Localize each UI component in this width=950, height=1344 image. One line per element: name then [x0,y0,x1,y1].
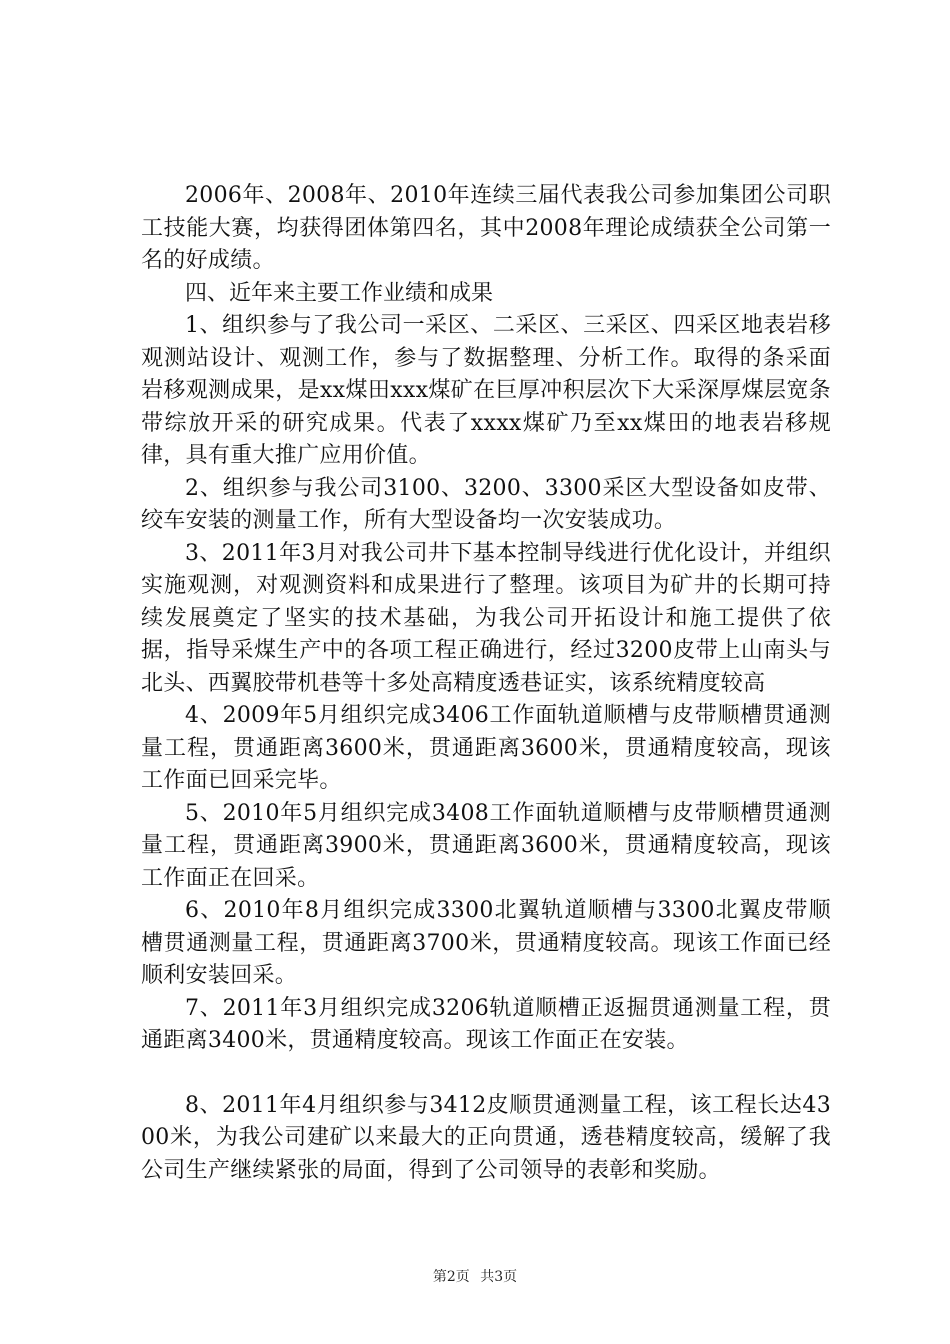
paragraph-item-5: 5、2010年5月组织完成3408工作面轨道顺槽与皮带顺槽贯通测量工程，贯通距离3900米，贯通距离3600米，贯通精度较高，现该工作面正在回采。 [141,800,831,891]
paragraph-item-1: 1、组织参与了我公司一采区、二采区、三采区、四采区地表岩移观测站设计、观测工作，参与了数据整理、分析工作。取得的条采面岩移观测成果，是xx煤田xxx煤矿在巨厚冲积层次下大采深厚煤层宽条带综放开采的研究成果。代表了xxxx煤矿乃至xx煤田的地表岩移规律，具有重大推广应用价值。 [141,313,831,468]
section-heading: 四、近年来主要工作业绩和成果 [185,280,494,306]
paragraph-competition: 2006年、2008年、2010年连续三届代表我公司参加集团公司职工技能大赛，均获得团体第四名，其中2008年理论成绩获全公司第一名的好成绩。 [141,183,831,273]
paragraph-item-7: 7、2011年3月组织完成3206轨道顺槽正返掘贯通测量工程，贯通距离3400米，贯通精度较高。现该工作面正在安装。 [141,995,831,1053]
page-number: 第2页 [432,1269,470,1285]
page-footer [0,1266,950,1286]
paragraph-item-4: 4、2009年5月组织完成3406工作面轨道顺槽与皮带顺槽贯通测量工程，贯通距离3600米，贯通距离3600米，贯通精度较高，现该工作面已回采完毕。 [141,703,831,793]
paragraph-item-8: 8、2011年4月组织参与3412皮顺贯通测量工程，该工程长达4300米，为我公司建矿以来最大的正向贯通，透巷精度较高，缓解了我公司生产继续紧张的局面，得到了公司领导的表彰和奖励。 [141,1092,831,1183]
paragraph-item-3: 3、2011年3月对我公司井下基本控制导线进行优化设计，并组织实施观测，对观测资料和成果进行了整理。该项目为矿井的长期可持续发展奠定了坚实的技术基础，为我公司开拓设计和施工提供了依据，指导采煤生产中的各项工程正确进行，经过3200皮带上山南头与北头、西翼胶带机巷等十多处高精度透巷证实，该系统精度较高 [141,540,831,696]
page-total: 共3页 [480,1269,518,1285]
paragraph-spacer [141,1058,831,1090]
paragraph-item-6: 6、2010年8月组织完成3300北翼轨道顺槽与3300北翼皮带顺槽贯通测量工程，贯通距离3700米，贯通精度较高。现该工作面已经顺利安装回采。 [141,898,831,988]
document-body [141,180,831,1187]
paragraph-item-2: 2、组织参与我公司3100、3200、3300采区大型设备如皮带、绞车安装的测量工作，所有大型设备均一次安装成功。 [141,475,831,533]
